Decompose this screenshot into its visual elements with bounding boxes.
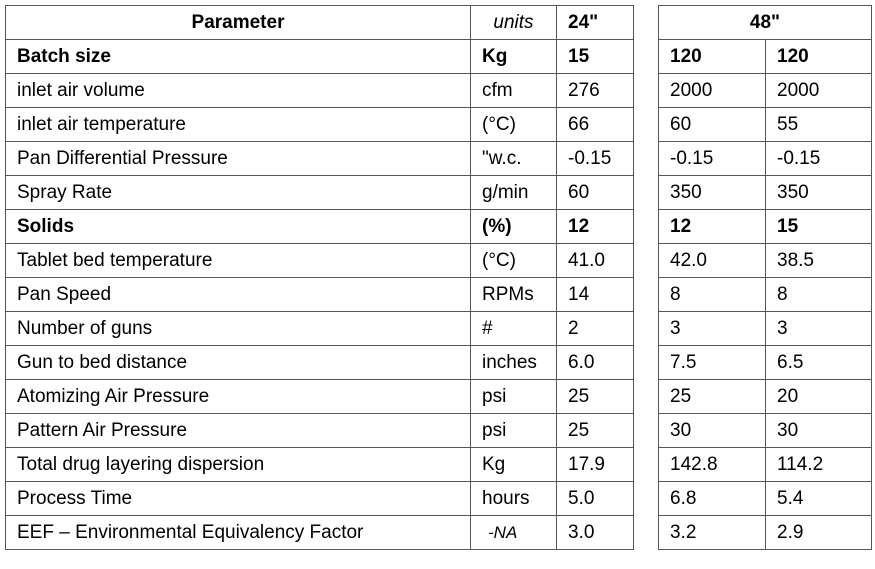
col-48in-header: 48"	[659, 6, 872, 40]
table-row	[659, 516, 872, 550]
table-row	[659, 108, 872, 142]
parameter-cell: Tablet bed temperature	[6, 244, 471, 278]
value-48in-a-cell: 8	[659, 278, 766, 312]
value-48in-b-cell: 20	[766, 380, 872, 414]
value-48in-b-cell: 5.4	[766, 482, 872, 516]
value-48in-a-cell: 142.8	[659, 448, 766, 482]
value-48in-b-cell: 2.9	[766, 516, 872, 550]
table-row	[659, 482, 872, 516]
value-48in-a-cell: 7.5	[659, 346, 766, 380]
table-row	[659, 244, 872, 278]
units-cell: g/min	[471, 176, 557, 210]
value-24in-cell: 66	[557, 108, 634, 142]
parameters-table-24in	[5, 5, 634, 550]
units-header: units	[471, 6, 557, 40]
units-cell: "w.c.	[471, 142, 557, 176]
table-row	[6, 278, 634, 312]
value-48in-b-cell: 38.5	[766, 244, 872, 278]
parameter-cell: Number of guns	[6, 312, 471, 346]
value-48in-b-cell: -0.15	[766, 142, 872, 176]
value-24in-cell: 17.9	[557, 448, 634, 482]
units-cell: Kg	[471, 448, 557, 482]
value-48in-b-cell: 15	[766, 210, 872, 244]
units-cell: Kg	[471, 40, 557, 74]
value-48in-b-cell: 114.2	[766, 448, 872, 482]
parameter-cell: Pan Differential Pressure	[6, 142, 471, 176]
table-row	[6, 312, 634, 346]
units-cell: psi	[471, 414, 557, 448]
parameter-cell: Gun to bed distance	[6, 346, 471, 380]
table-row	[659, 176, 872, 210]
table-row	[659, 74, 872, 108]
value-48in-b-cell: 2000	[766, 74, 872, 108]
value-24in-cell: 6.0	[557, 346, 634, 380]
table-row	[6, 414, 634, 448]
parameter-cell: inlet air volume	[6, 74, 471, 108]
table-row	[6, 176, 634, 210]
value-48in-b-cell: 55	[766, 108, 872, 142]
value-48in-b-cell: 8	[766, 278, 872, 312]
parameter-cell: Atomizing Air Pressure	[6, 380, 471, 414]
parameter-header: Parameter	[6, 6, 471, 40]
table-row	[6, 516, 634, 550]
value-24in-cell: 41.0	[557, 244, 634, 278]
parameter-cell: Pattern Air Pressure	[6, 414, 471, 448]
value-24in-cell: 25	[557, 414, 634, 448]
value-48in-a-cell: -0.15	[659, 142, 766, 176]
units-cell: (%)	[471, 210, 557, 244]
table-row	[6, 448, 634, 482]
units-cell: hours	[471, 482, 557, 516]
value-48in-a-cell: 120	[659, 40, 766, 74]
parameter-cell: Pan Speed	[6, 278, 471, 312]
value-24in-cell: -0.15	[557, 142, 634, 176]
units-cell: (°C)	[471, 108, 557, 142]
units-cell: (°C)	[471, 244, 557, 278]
units-cell: cfm	[471, 74, 557, 108]
value-48in-a-cell: 3.2	[659, 516, 766, 550]
value-48in-b-cell: 30	[766, 414, 872, 448]
value-48in-a-cell: 12	[659, 210, 766, 244]
header-row	[6, 6, 634, 40]
units-cell: psi	[471, 380, 557, 414]
table-row	[659, 312, 872, 346]
table-row	[659, 448, 872, 482]
value-48in-a-cell: 2000	[659, 74, 766, 108]
value-48in-a-cell: 3	[659, 312, 766, 346]
parameter-cell: EEF – Environmental Equivalency Factor	[6, 516, 471, 550]
table-row	[6, 380, 634, 414]
table-row	[6, 244, 634, 278]
value-24in-cell: 2	[557, 312, 634, 346]
units-cell: inches	[471, 346, 557, 380]
value-24in-cell: 3.0	[557, 516, 634, 550]
value-48in-a-cell: 6.8	[659, 482, 766, 516]
value-48in-b-cell: 120	[766, 40, 872, 74]
parameter-cell: Solids	[6, 210, 471, 244]
parameter-cell: inlet air temperature	[6, 108, 471, 142]
value-48in-a-cell: 350	[659, 176, 766, 210]
value-24in-cell: 5.0	[557, 482, 634, 516]
table-row	[659, 380, 872, 414]
value-48in-b-cell: 3	[766, 312, 872, 346]
table-row	[6, 74, 634, 108]
header-row	[659, 6, 872, 40]
parameters-table-48in	[658, 5, 872, 550]
table-row	[6, 482, 634, 516]
value-48in-a-cell: 60	[659, 108, 766, 142]
value-48in-b-cell: 6.5	[766, 346, 872, 380]
value-48in-b-cell: 350	[766, 176, 872, 210]
table-row	[659, 278, 872, 312]
table-row	[6, 40, 634, 74]
parameter-cell: Spray Rate	[6, 176, 471, 210]
value-48in-a-cell: 25	[659, 380, 766, 414]
value-24in-cell: 25	[557, 380, 634, 414]
value-24in-cell: 60	[557, 176, 634, 210]
table-row	[6, 210, 634, 244]
table-row	[659, 346, 872, 380]
table-row	[6, 142, 634, 176]
table-row	[659, 210, 872, 244]
table-row	[659, 414, 872, 448]
units-cell: -NA	[471, 516, 557, 550]
value-48in-a-cell: 42.0	[659, 244, 766, 278]
parameter-cell: Total drug layering dispersion	[6, 448, 471, 482]
units-cell: #	[471, 312, 557, 346]
units-cell: RPMs	[471, 278, 557, 312]
value-24in-cell: 15	[557, 40, 634, 74]
value-48in-a-cell: 30	[659, 414, 766, 448]
parameter-cell: Process Time	[6, 482, 471, 516]
table-row	[6, 108, 634, 142]
table-row	[659, 142, 872, 176]
value-24in-cell: 276	[557, 74, 634, 108]
value-24in-cell: 14	[557, 278, 634, 312]
col-24in-header: 24"	[557, 6, 634, 40]
parameter-cell: Batch size	[6, 40, 471, 74]
table-row	[659, 40, 872, 74]
value-24in-cell: 12	[557, 210, 634, 244]
table-row	[6, 346, 634, 380]
